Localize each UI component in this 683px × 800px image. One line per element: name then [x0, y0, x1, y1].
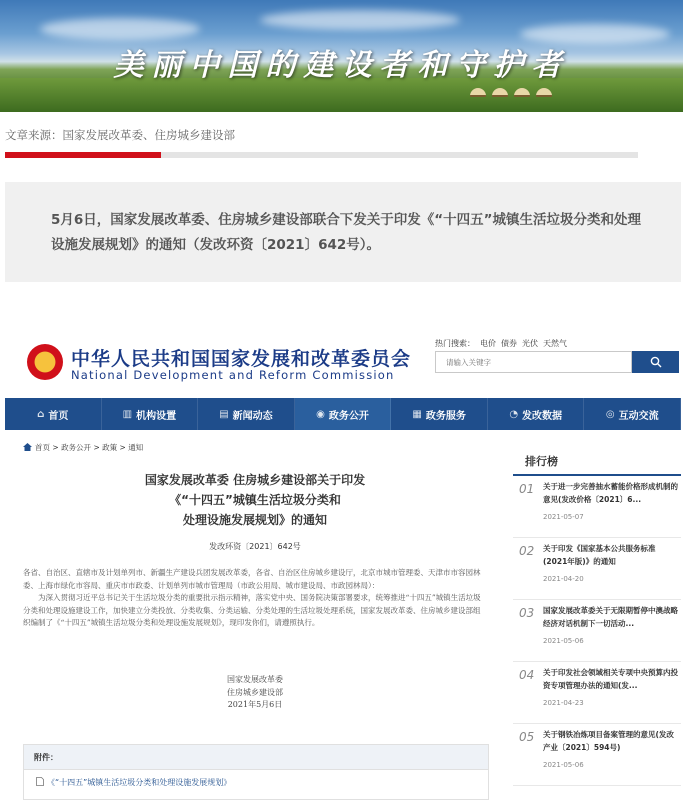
yurt-decoration [470, 88, 486, 97]
article-source: 文章来源：国家发展改革委、住房城乡建设部 [5, 128, 235, 142]
nav-institutions[interactable]: ▥ 机构设置 [102, 398, 199, 430]
cloud-decoration [260, 10, 460, 30]
hot-word[interactable]: 电价 [480, 339, 496, 348]
search-input[interactable] [435, 351, 632, 373]
ranking-panel [513, 453, 681, 786]
ranking-item[interactable]: 03 国家发展改革委关于无限期暂停中澳战略经济对话机制下一切活动... 2021-05-06 [513, 600, 681, 662]
body-paragraph: 为深入贯彻习近平总书记关于生活垃圾分类的重要批示指示精神，落实党中央、国务院决策部署要求，统筹推进“十四五”城镇生活垃圾分类和处理设施建设工作，加快建立分类投放、分类收集、分类运输、分类处理的生活垃圾处理系统，国家发展改革委、住房城乡建设部组织编制了《“十四五”城镇生活垃圾分类和处理设施发展规划》，现印发你们，请遵照执行。 [23, 593, 481, 627]
ranking-item[interactable]: 04 关于印发社会领域相关专项中央预算内投资专项管理办法的通知(发... 2021-04-23 [513, 662, 681, 724]
ranking-item[interactable]: 05 关于钢铁冶炼项目备案管理的意见(发改产业〔2021〕594号) 2021-05-06 [513, 724, 681, 786]
news-icon: ▤ [219, 408, 229, 420]
search-icon [650, 356, 662, 368]
breadcrumb-notice[interactable]: 通知 [128, 443, 144, 452]
yurt-decoration [492, 88, 508, 97]
institution-icon: ▥ [122, 408, 133, 420]
article-title: 国家发展改革委 住房城乡建设部关于印发 《“十四五”城镇生活垃圾分类和 处理设施发展规划》的通知 [144, 473, 366, 527]
service-icon: ▦ [412, 408, 422, 420]
ranking-item[interactable]: 01 关于进一步完善抽水蓄能价格形成机制的意见(发改价格〔2021〕6... 2021-05-07 [513, 476, 681, 538]
national-emblem-icon [27, 344, 63, 380]
hot-search [435, 338, 572, 349]
home-icon [23, 443, 32, 451]
nav-news[interactable]: ▤ 新闻动态 [198, 398, 295, 430]
breadcrumb: 首页 > 政务公开 > 政策 > 通知 [23, 442, 143, 453]
breadcrumb-home[interactable]: 首页 [35, 443, 50, 452]
nav-public-affairs[interactable]: ◉ 政务公开 [295, 398, 392, 430]
summary-box [5, 182, 681, 282]
attachment-box [23, 744, 489, 800]
signature-block: 国家发展改革委 住房城乡建设部 2021年5月6日 [227, 675, 283, 709]
hot-word[interactable]: 天然气 [543, 339, 567, 348]
yurt-decoration [536, 88, 552, 97]
site-name-cn: 中华人民共和国国家发展和改革委员会 [71, 348, 412, 370]
breadcrumb-policy[interactable]: 政策 [102, 443, 118, 452]
site-name-en: National Development and Reform Commission [71, 368, 395, 382]
cloud-decoration [40, 18, 200, 40]
chat-icon: ◎ [605, 408, 615, 420]
ranking-item[interactable]: 02 关于印发《国家基本公共服务标准(2021年版)》的通知 2021-04-20 [513, 538, 681, 600]
nav-interaction[interactable]: ◎ 互动交流 [584, 398, 681, 430]
breadcrumb-public[interactable]: 政务公开 [61, 443, 92, 452]
public-affairs-icon: ◉ [316, 408, 325, 420]
data-icon: ◔ [509, 408, 519, 420]
hot-word[interactable]: 光伏 [522, 339, 538, 348]
hot-word[interactable]: 债券 [501, 339, 517, 348]
search-button[interactable] [632, 351, 679, 373]
attachment-link[interactable]: 《“十四五”城镇生活垃圾分类和处理设施发展规划》 [24, 770, 488, 796]
banner-title: 美丽中国的建设者和守护者 [113, 48, 570, 83]
summary-text: 5月6日，国家发展改革委、住房城乡建设部联合下发关于印发《“十四五”城镇生活垃圾分类和处理设施发展规划》的通知（发改环资〔2021〕642号）。 [51, 212, 642, 253]
nav-data[interactable]: ◔ 发改数据 [488, 398, 585, 430]
nav-services[interactable]: ▦ 政务服务 [391, 398, 488, 430]
file-icon [36, 777, 44, 786]
divider-accent [5, 152, 161, 158]
attachment-head: 附件： [24, 745, 488, 770]
main-nav [5, 398, 681, 430]
yurt-decoration [514, 88, 530, 97]
document-number: 发改环资〔2021〕642号 [209, 542, 301, 551]
body-paragraph: 各省、自治区、直辖市及计划单列市、新疆生产建设兵团发展改革委，各省、自治区住房城乡建设厅，北京市城市管理委、天津市市容园林委、上海市绿化市容局、重庆市市政委、计划单列市城市管理局（市政公用局、城市建设局、市政园林局）： [23, 568, 481, 590]
home-icon: ⌂ [37, 408, 45, 420]
document-screenshot [5, 322, 681, 800]
hot-search-label: 热门搜索： [435, 339, 475, 348]
article-body [23, 567, 486, 630]
top-banner [0, 0, 683, 112]
ranking-title: 排行榜 [513, 453, 681, 476]
nav-home[interactable]: ⌂ 首页 [5, 398, 102, 430]
section-divider [5, 152, 638, 158]
